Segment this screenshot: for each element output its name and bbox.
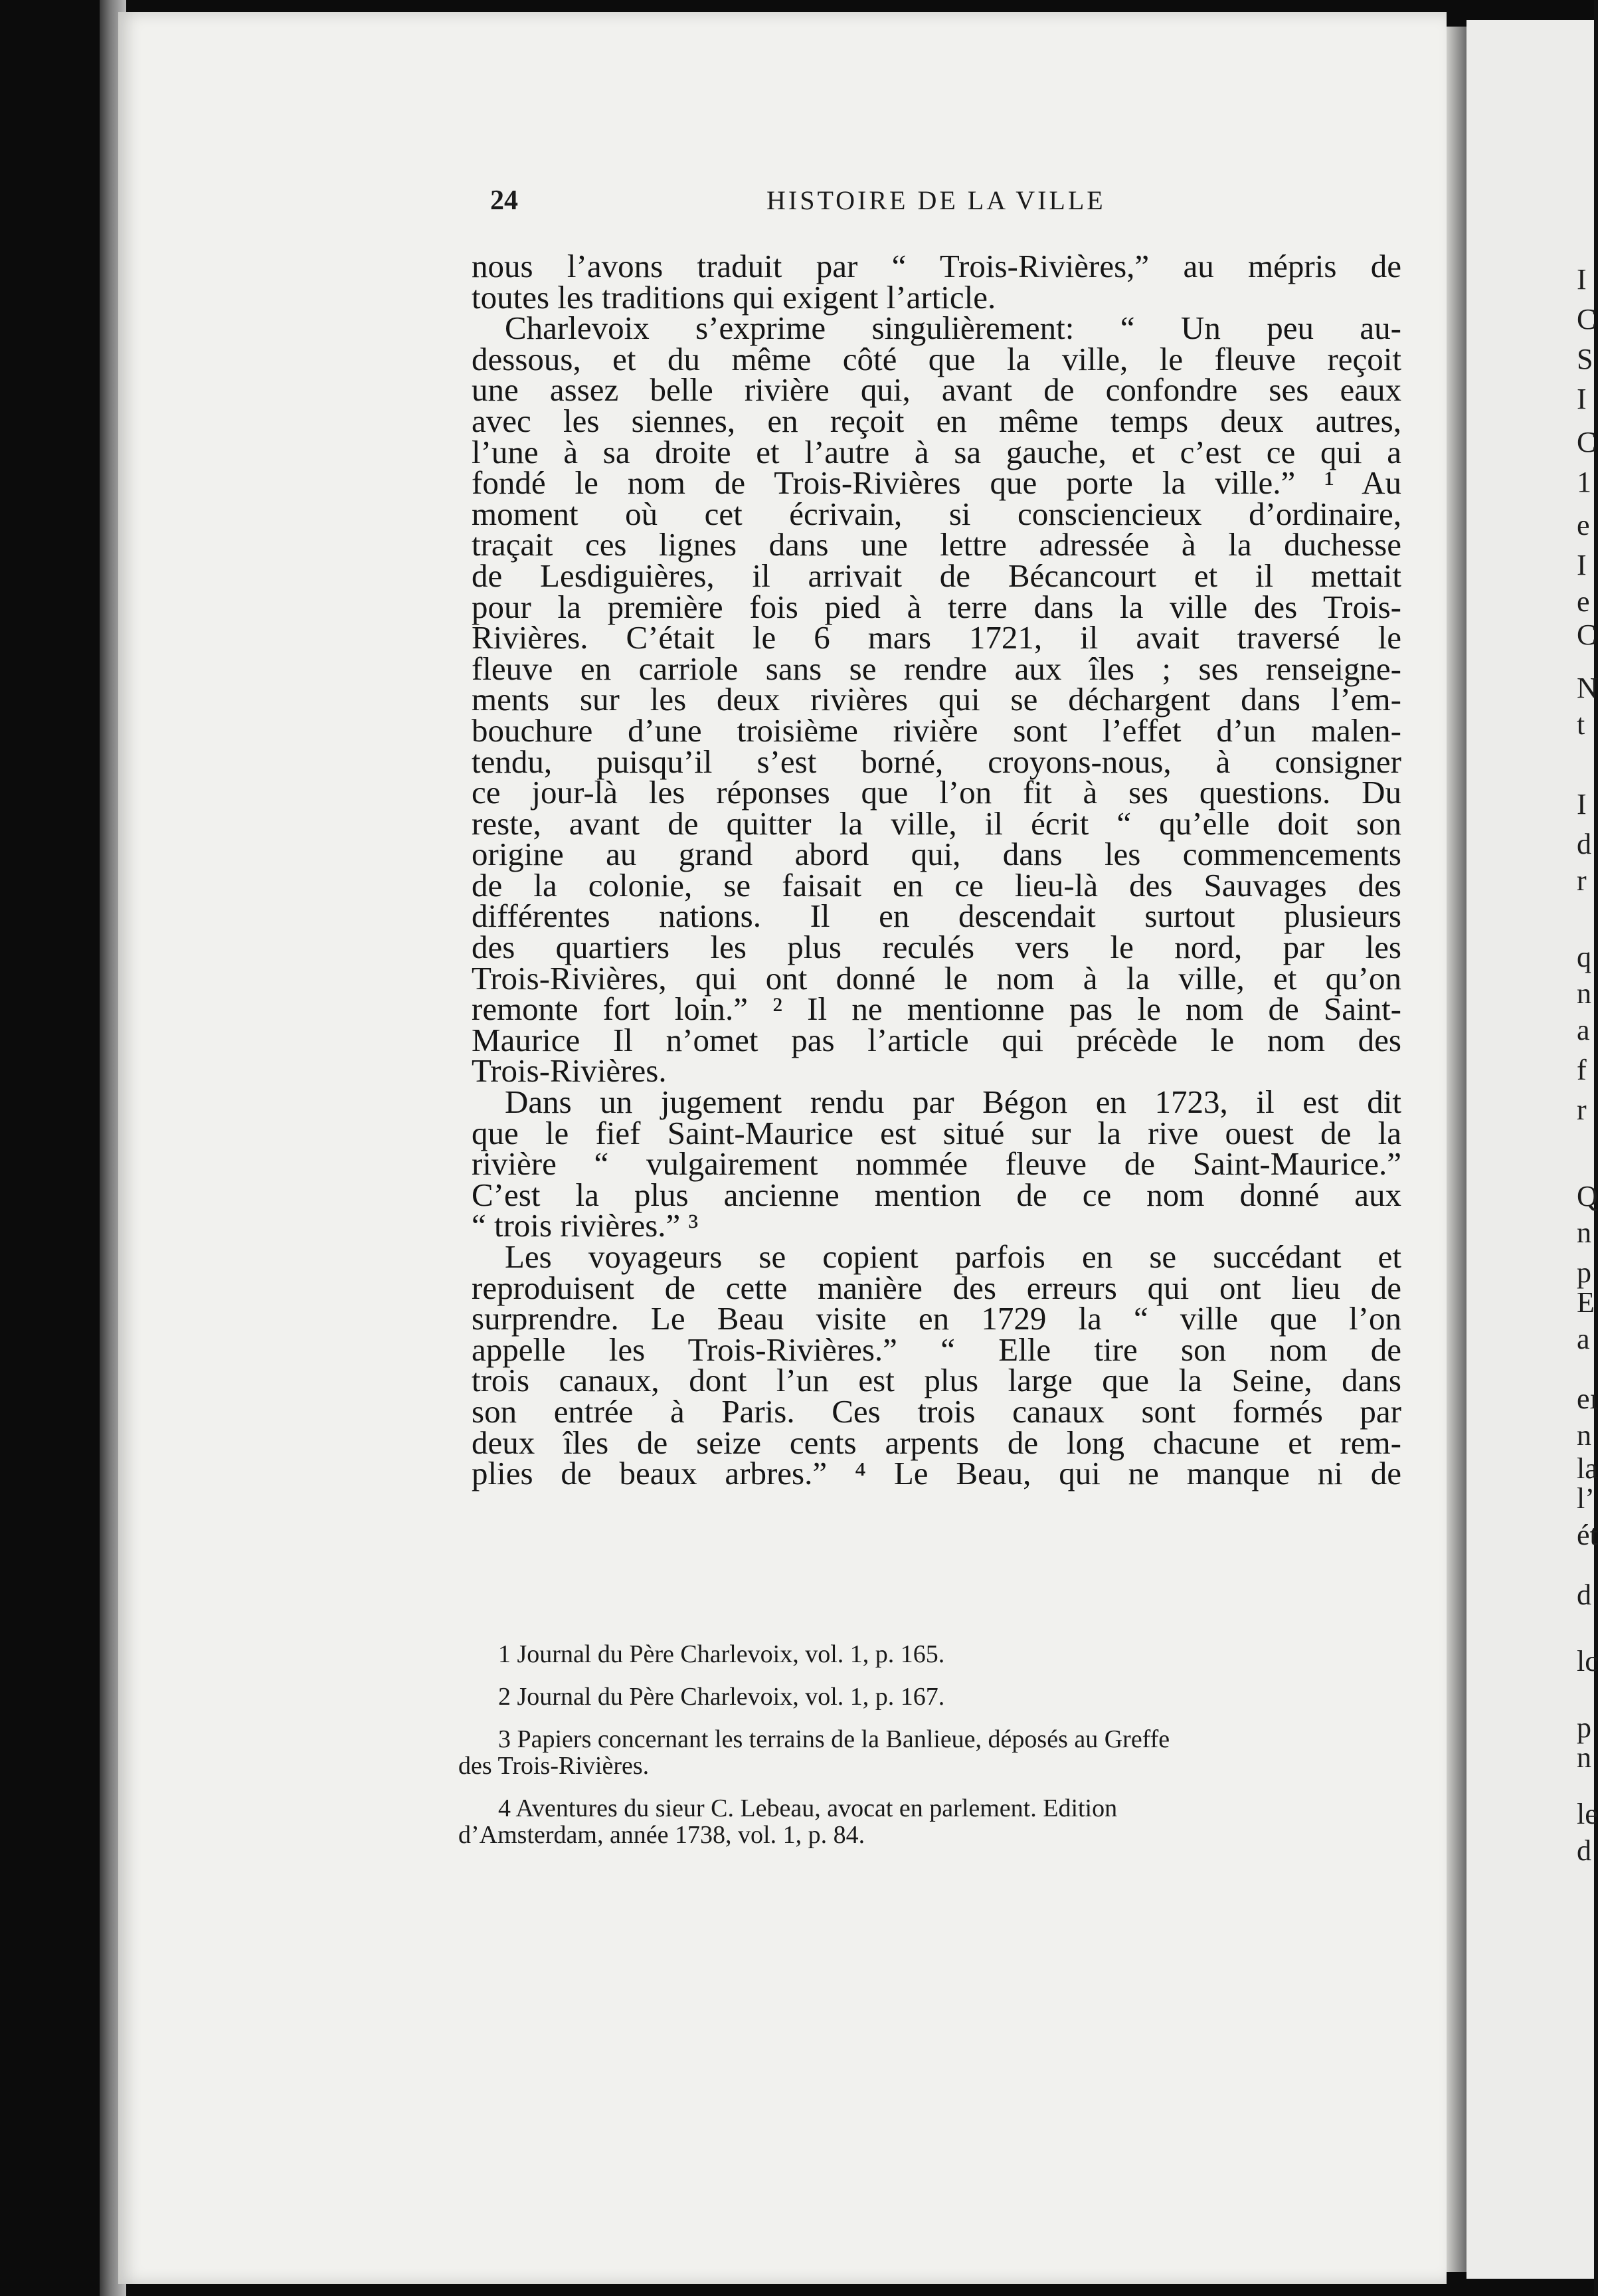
- footnote: [458, 1683, 1388, 1710]
- text-line: deux îles de seize cents arpents de long chacune et rem-: [472, 1424, 1401, 1461]
- footnote-line: 3 Papiers concernant les terrains de la Banlieue, déposés au Greffe: [498, 1725, 1170, 1753]
- text-line: reste, avant de quitter la ville, il écrit “ qu’elle doit son: [472, 805, 1401, 842]
- text-line: de la colonie, se faisait en ce lieu-là des Sauvages des: [472, 866, 1401, 904]
- text-line: ce jour-là les réponses que l’on fit à ses questions. Du: [472, 774, 1401, 811]
- next-page-fragment: Q: [1577, 1180, 1598, 1212]
- running-header: [490, 185, 1420, 225]
- text-line: Dans un jugement rendu par Bégon en 1723, il est dit: [505, 1084, 1401, 1121]
- next-page-fragment: q: [1577, 941, 1591, 973]
- next-page-fragment: I: [1577, 263, 1587, 296]
- footnote-line: 1 Journal du Père Charlevoix, vol. 1, p. 165.: [498, 1640, 945, 1668]
- footnote: [458, 1795, 1388, 1848]
- next-page-fragment: n: [1577, 1419, 1591, 1452]
- text-line: “ trois rivières.” ³: [472, 1207, 699, 1244]
- footnote: [458, 1726, 1388, 1779]
- text-line: avec les siennes, en reçoit en même temps deux autres,: [472, 402, 1401, 439]
- next-page-fragment: le: [1577, 1798, 1598, 1830]
- text-line: son entrée à Paris. Ces trois canaux sont formés par: [472, 1392, 1401, 1430]
- next-page-fragment: I: [1577, 549, 1587, 581]
- text-line: une assez belle rivière qui, avant de confondre ses eaux: [472, 371, 1401, 409]
- next-page-fragment: 1: [1577, 466, 1591, 498]
- text-line: fleuve en carriole sans se rendre aux îles ; ses renseigne-: [472, 650, 1401, 687]
- text-line: Maurice Il n’omet pas l’article qui précède le nom des: [472, 1021, 1401, 1058]
- text-line: de Lesdiguières, il arrivait de Bécancourt et il mettait: [472, 557, 1401, 594]
- next-page-fragment: a: [1577, 1323, 1590, 1355]
- next-page-fragment: lc: [1577, 1645, 1598, 1677]
- running-title: HISTOIRE DE LA VILLE: [766, 185, 1106, 215]
- text-line: origine au grand abord qui, dans les commencements: [472, 836, 1401, 873]
- next-page-fragment: e: [1577, 585, 1590, 618]
- footnote: [458, 1641, 1388, 1668]
- body-text: [472, 248, 1401, 1492]
- text-line: plies de beaux arbres.” ⁴ Le Beau, qui ne manque ni de: [472, 1455, 1401, 1492]
- next-page-fragment: C: [1577, 619, 1597, 651]
- next-page-fragment: a: [1577, 1014, 1590, 1046]
- text-line: moment où cet écrivain, si consciencieux d’ordinaire,: [472, 495, 1401, 532]
- next-page-fragment: ét: [1577, 1519, 1598, 1551]
- next-page-fragment: p: [1577, 1256, 1591, 1289]
- next-page-fragment: I: [1577, 383, 1587, 415]
- text-line: Trois-Rivières, qui ont donné le nom à la ville, et qu’on: [472, 959, 1401, 997]
- next-page-fragment: e: [1577, 509, 1590, 541]
- page-edge: [1447, 27, 1466, 2272]
- text-line: traçait ces lignes dans une lettre adressée à la duchesse: [472, 526, 1401, 563]
- text-line: Les voyageurs se copient parfois en se succédant et: [505, 1238, 1401, 1275]
- next-page-fragment: n: [1577, 1216, 1591, 1249]
- text-line: l’une à sa droite et l’autre à sa gauche, et c’est ce qui a: [472, 433, 1401, 470]
- next-page-fragment: I: [1577, 788, 1587, 820]
- next-page-fragment: eı: [1577, 1383, 1598, 1415]
- next-page-fragment: N: [1577, 672, 1598, 704]
- text-line: Charlevoix s’exprime singulièrement: “ Un peu au-: [505, 310, 1401, 347]
- text-line: surprendre. Le Beau visite en 1729 la “ ville que l’on: [472, 1300, 1401, 1337]
- next-page-fragment: S: [1577, 343, 1593, 375]
- text-line: Trois-Rivières.: [472, 1052, 667, 1090]
- text-line: toutes les traditions qui exigent l’article.: [472, 278, 996, 316]
- footnote-line: des Trois-Rivières.: [458, 1752, 650, 1780]
- footnote-line: 2 Journal du Père Charlevoix, vol. 1, p. 167.: [498, 1683, 945, 1711]
- text-line: fondé le nom de Trois-Rivières que porte la ville.” ¹ Au: [472, 464, 1401, 502]
- next-page-fragment: f: [1577, 1054, 1587, 1086]
- page-number: 24: [490, 185, 518, 216]
- text-line: C’est la plus ancienne mention de ce nom donné aux: [472, 1176, 1401, 1213]
- next-page-fragment: la: [1577, 1452, 1598, 1485]
- text-line: différentes nations. Il en descendait surtout plusieurs: [472, 898, 1401, 935]
- next-page-fragment: d: [1577, 828, 1591, 860]
- next-page-fragment: t: [1577, 708, 1585, 741]
- text-line: trois canaux, dont l’un est plus large que la Seine, dans: [472, 1362, 1401, 1399]
- next-page-fragment: n: [1577, 977, 1591, 1010]
- text-line: nous l’avons traduit par “ Trois-Rivières,” au mépris de: [472, 248, 1401, 284]
- text-line: ments sur les deux rivières qui se déchargent dans l’em-: [472, 681, 1401, 718]
- text-line: remonte fort loin.” ² Il ne mentionne pas le nom de Saint-: [472, 991, 1401, 1028]
- text-line: que le fief Saint-Maurice est situé sur la rive ouest de la: [472, 1114, 1401, 1151]
- next-page-fragment: l’: [1577, 1482, 1595, 1515]
- next-page-fragment: r: [1577, 1094, 1587, 1126]
- next-page-fragment: d: [1577, 1834, 1591, 1867]
- next-page-strip: [1466, 20, 1598, 2279]
- next-page-fragment: d: [1577, 1578, 1591, 1611]
- text-line: appelle les Trois-Rivières.” “ Elle tire son nom de: [472, 1331, 1401, 1368]
- footnotes: [458, 1641, 1388, 1864]
- next-page-fragment: r: [1577, 864, 1587, 897]
- next-page-fragment: E: [1577, 1286, 1595, 1319]
- footnote-line: d’Amsterdam, année 1738, vol. 1, p. 84.: [458, 1821, 865, 1849]
- next-page-fragment: C: [1577, 303, 1597, 335]
- text-line: Rivières. C’était le 6 mars 1721, il avait traversé le: [472, 619, 1401, 656]
- text-line: bouchure d’une troisième rivière sont l’effet d’un malen-: [472, 712, 1401, 749]
- text-line: des quartiers les plus reculés vers le nord, par les: [472, 929, 1401, 966]
- next-page-fragment: C: [1577, 426, 1597, 458]
- next-page-fragment: p: [1577, 1711, 1591, 1744]
- next-page-fragment: n: [1577, 1741, 1591, 1774]
- text-line: rivière “ vulgairement nommée fleuve de Saint-Maurice.”: [472, 1145, 1401, 1183]
- text-line: tendu, puisqu’il s’est borné, croyons-nous, à consigner: [472, 743, 1401, 780]
- text-line: dessous, et du même côté que la ville, le fleuve reçoit: [472, 340, 1401, 377]
- text-line: pour la première fois pied à terre dans la ville des Trois-: [472, 588, 1401, 625]
- footnote-line: 4 Aventures du sieur C. Lebeau, avocat en parlement. Edition: [498, 1794, 1118, 1822]
- text-line: reproduisent de cette manière des erreurs qui ont lieu de: [472, 1269, 1401, 1306]
